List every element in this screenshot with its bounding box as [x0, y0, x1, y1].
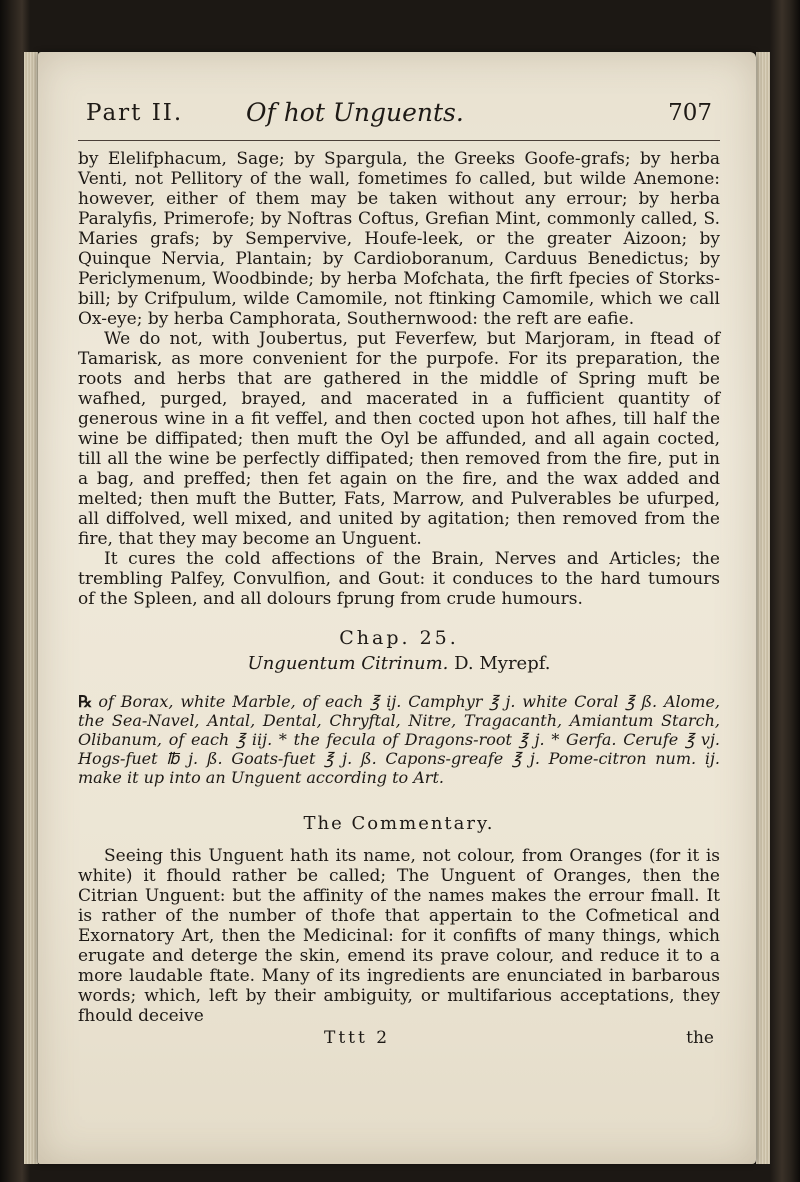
page-content	[78, 96, 720, 1052]
recipe-block	[78, 692, 720, 787]
paragraph-2: We do not, with Joubertus, put Feverfew, but Marjoram, in ftead of Tamarisk, as more convenient for the purpofe. For its preparation, the roots and herbs that are gathered in the middle of Spring muft be wafhed, purged, brayed, and macerated in a fufficient quantity of generous wine in a fit veffel, and then cocted upon hot afhes, till half the wine be diffipated; then muft the Oyl be affunded, and all again cocted, till all the wine be perfectly diffipated; then removed from the fire, put in a bag, and preffed; then fet again on the fire, and the wax added and melted; then muft the Butter, Fats, Marrow, and Pulverables be ufurped, all diffolved, well mixed, and united by agitation; then removed from the fire, that they may become an Unguent.	[78, 329, 720, 549]
chapter-heading: Chap. 25.	[339, 627, 459, 649]
page-number: 707	[668, 100, 712, 126]
page-title: Of hot Unguents.	[246, 98, 464, 127]
latin-title: Unguentum Citrinum.	[247, 653, 449, 674]
chapter-subtitle	[78, 653, 720, 674]
page-edge-right	[756, 52, 770, 1164]
page-footer	[78, 1028, 720, 1052]
commentary-heading: The Commentary.	[303, 813, 495, 834]
catchword: the	[686, 1028, 714, 1048]
page-edge-left	[24, 52, 38, 1164]
body-text	[78, 149, 720, 609]
recipe-symbol: ℞	[78, 692, 93, 711]
author-attribution: D. Myrepf.	[454, 653, 551, 674]
running-head	[78, 96, 720, 141]
commentary-text: Seeing this Unguent hath its name, not colour, from Oranges (for it is white) it fhould rather be called; The Unguent of Oranges, then the Citrian Unguent: but the affinity of the names makes the errour fmall. It is rather of the number of thofe that appertain to the Cofmetical and Exornatory Art, then the Medicinal: for it confifts of many things, which erugate and deterge the skin, emend its prave colour, and reduce it to a more laudable ftate. Many of its ingredients are enunciated in barbarous words; which, left by their ambiguity, or multifarious acceptations, they fhould deceive	[78, 846, 720, 1026]
recipe-text: of Borax, white Marble, of each ℥ ij. Camphyr ℥ j. white Coral ℥ ß. Alome, the Sea-Navel, Antal, Dental, Chryftal, Nitre, Tragacanth, Amiantum Starch, Olibanum, of each ℥ iij. * the fecula of Dragons-root ℥ j. * Gerfa. Cerufe ℥ vj. Hogs-fuet ℔ j. ß. Goats-fuet ℥ j. ß. Capons-greafe ℥ j. Pome-citron num. ij. make it up into an Unguent according to Art.	[78, 692, 720, 787]
part-label: Part II.	[86, 100, 184, 126]
paragraph-3: It cures the cold affections of the Brain, Nerves and Articles; the trembling Palfey, Convulfion, and Gout: it conduces to the hard tumours of the Spleen, and all dolours fprung from crude humours.	[78, 549, 720, 609]
signature-mark: Tttt 2	[324, 1028, 391, 1048]
book-page	[38, 52, 756, 1164]
paragraph-1: by Elelifphacum, Sage; by Spargula, the Greeks Goofe-grafs; by herba Venti, not Pellitory of the wall, fometimes fo called, but wilde Anemone: however, either of them may be taken without any errour; by herba Paralyfis, Primerofe; by Noftras Coftus, Grefian Mint, commonly called, S. Maries grafs; by Sempervive, Houfe-leek, or the greater Aizoon; by Quinque Nervia, Plantain; by Cardioboranum, Carduus Benedictus; by Periclymenum, Woodbinde; by herba Mofchata, the firft fpecies of Storks-bill; by Crifpulum, wilde Camomile, not ftinking Camomile, which we call Ox-eye; by herba Camphorata, Southernwood: the reft are eafie.	[78, 149, 720, 329]
